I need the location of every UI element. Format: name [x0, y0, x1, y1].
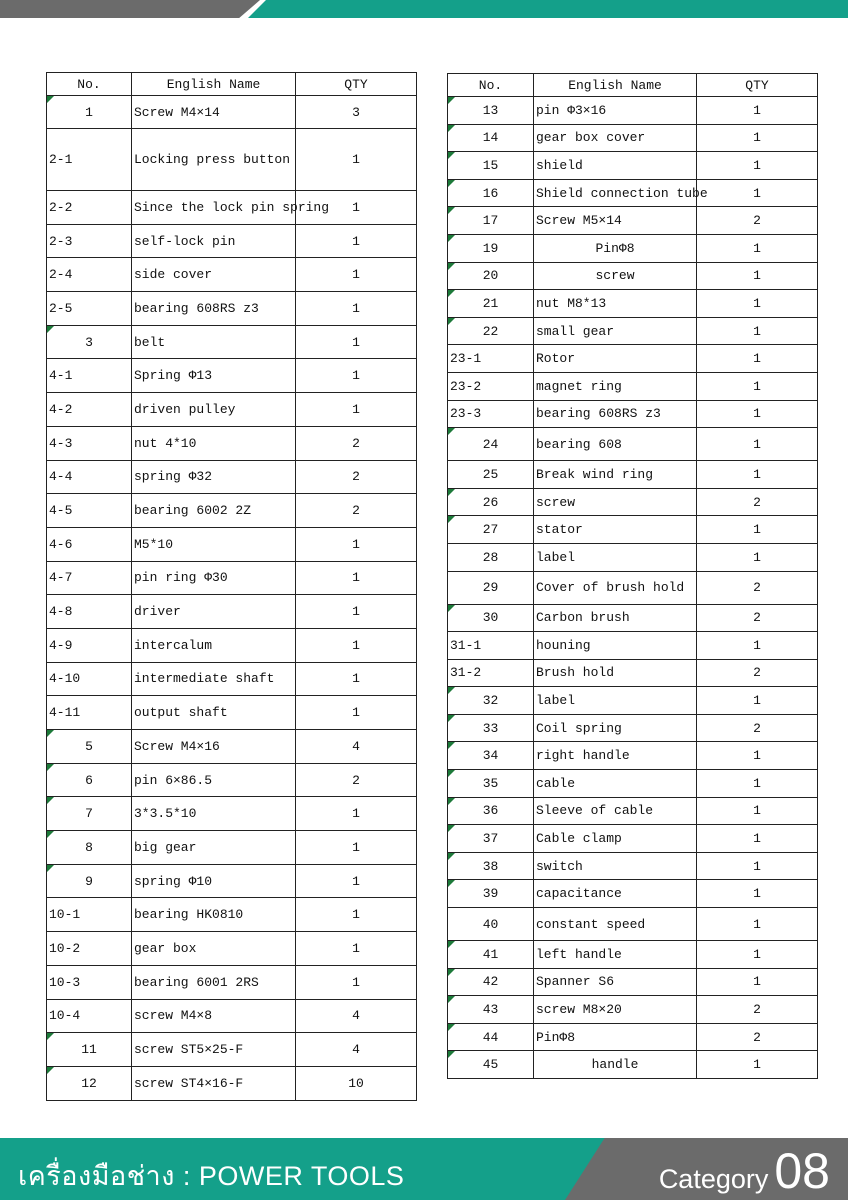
cell-qty: 2 [697, 207, 818, 235]
cell-english-name: bearing 608 [534, 428, 697, 461]
cell-no: 14 [448, 124, 534, 152]
cell-english-name: output shaft [132, 696, 296, 730]
table-row [448, 262, 818, 290]
table-row [448, 659, 818, 687]
cell-no: 29 [448, 571, 534, 604]
cell-english-name: Sleeve of cable [534, 797, 697, 825]
table-row [448, 770, 818, 798]
header-qty: QTY [697, 74, 818, 97]
cell-no: 23-2 [448, 372, 534, 400]
cell-no: 2-1 [47, 129, 132, 191]
cell-qty: 1 [296, 258, 417, 292]
cell-qty: 1 [697, 941, 818, 969]
table-row [448, 941, 818, 969]
cell-no: 2-3 [47, 224, 132, 258]
cell-no: 34 [448, 742, 534, 770]
cell-english-name: label [534, 543, 697, 571]
table-row [448, 687, 818, 715]
cell-english-name: self-lock pin [132, 224, 296, 258]
cell-qty: 1 [296, 359, 417, 393]
cell-no: 39 [448, 880, 534, 908]
cell-english-name: nut M8*13 [534, 290, 697, 318]
cell-no: 4-1 [47, 359, 132, 393]
table-row [47, 797, 417, 831]
cell-english-name: bearing 6002 2Z [132, 494, 296, 528]
cell-qty: 1 [697, 461, 818, 489]
table-row [448, 571, 818, 604]
cell-qty: 1 [296, 628, 417, 662]
cell-qty: 10 [296, 1066, 417, 1100]
cell-english-name: Coil spring [534, 714, 697, 742]
table-row [448, 207, 818, 235]
cell-english-name: Brush hold [534, 659, 697, 687]
table-row [448, 825, 818, 853]
cell-english-name: shield [534, 152, 697, 180]
cell-english-name: constant speed [534, 908, 697, 941]
cell-no: 4-9 [47, 628, 132, 662]
cell-no: 2-2 [47, 191, 132, 225]
cell-qty: 2 [697, 604, 818, 632]
cell-qty: 1 [697, 770, 818, 798]
cell-qty: 1 [697, 880, 818, 908]
cell-qty: 1 [697, 290, 818, 318]
cell-qty: 1 [296, 932, 417, 966]
table-row [448, 632, 818, 660]
cell-no: 25 [448, 461, 534, 489]
table-row [47, 561, 417, 595]
cell-english-name: handle [534, 1051, 697, 1079]
cell-english-name: Screw M5×14 [534, 207, 697, 235]
table-row [47, 1066, 417, 1100]
table-row [47, 864, 417, 898]
cell-english-name: Cable clamp [534, 825, 697, 853]
cell-english-name: Carbon brush [534, 604, 697, 632]
cell-qty: 1 [296, 696, 417, 730]
table-row [448, 543, 818, 571]
cell-no: 10-2 [47, 932, 132, 966]
cell-qty: 1 [697, 852, 818, 880]
cell-qty: 1 [296, 561, 417, 595]
cell-english-name: Screw M4×14 [132, 96, 296, 129]
cell-no: 35 [448, 770, 534, 798]
cell-english-name: Spanner S6 [534, 968, 697, 996]
cell-qty: 1 [296, 831, 417, 865]
cell-english-name: spring Φ32 [132, 460, 296, 494]
cell-qty: 2 [697, 659, 818, 687]
cell-english-name: belt [132, 325, 296, 359]
cell-no: 36 [448, 797, 534, 825]
cell-english-name: intermediate shaft [132, 662, 296, 696]
table-row [448, 290, 818, 318]
table-row [47, 662, 417, 696]
table-row [448, 604, 818, 632]
cell-qty: 1 [697, 687, 818, 715]
cell-qty: 2 [697, 571, 818, 604]
cell-english-name: Spring Φ13 [132, 359, 296, 393]
cell-no: 37 [448, 825, 534, 853]
table-row [448, 714, 818, 742]
cell-no: 43 [448, 996, 534, 1024]
cell-qty: 2 [296, 460, 417, 494]
cell-qty: 1 [296, 965, 417, 999]
cell-no: 4-5 [47, 494, 132, 528]
table-row [448, 1023, 818, 1051]
table-row [47, 628, 417, 662]
cell-qty: 1 [296, 325, 417, 359]
table-row [47, 191, 417, 225]
table-row [448, 1051, 818, 1079]
cell-no: 12 [47, 1066, 132, 1100]
table-row [448, 179, 818, 207]
cell-qty: 1 [296, 595, 417, 629]
cell-qty: 1 [697, 968, 818, 996]
cell-english-name: screw ST5×25-F [132, 1033, 296, 1067]
category-label: Category [658, 1164, 769, 1194]
table-row [448, 400, 818, 428]
cell-no: 2-4 [47, 258, 132, 292]
cell-qty: 1 [296, 898, 417, 932]
cell-no: 17 [448, 207, 534, 235]
cell-no: 28 [448, 543, 534, 571]
cell-no: 24 [448, 428, 534, 461]
cell-english-name: switch [534, 852, 697, 880]
table-row [448, 372, 818, 400]
cell-english-name: Rotor [534, 345, 697, 373]
cell-english-name: small gear [534, 317, 697, 345]
cell-qty: 1 [697, 372, 818, 400]
table-row [448, 852, 818, 880]
cell-no: 44 [448, 1023, 534, 1051]
cell-qty: 1 [296, 393, 417, 427]
cell-english-name: stator [534, 516, 697, 544]
cell-qty: 1 [296, 224, 417, 258]
cell-no: 3 [47, 325, 132, 359]
cell-english-name: screw [534, 262, 697, 290]
cell-no: 2-5 [47, 292, 132, 326]
cell-english-name: 3*3.5*10 [132, 797, 296, 831]
header-no: No. [448, 74, 534, 97]
table-row [448, 742, 818, 770]
cell-english-name: pin 6×86.5 [132, 763, 296, 797]
cell-no: 31-1 [448, 632, 534, 660]
cell-english-name: gear box cover [534, 124, 697, 152]
cell-no: 27 [448, 516, 534, 544]
cell-english-name: driver [132, 595, 296, 629]
table-row [448, 797, 818, 825]
cell-qty: 1 [697, 632, 818, 660]
cell-no: 4-4 [47, 460, 132, 494]
cell-english-name: cable [534, 770, 697, 798]
cell-qty: 2 [296, 426, 417, 460]
cell-qty: 1 [697, 152, 818, 180]
cell-english-name: Since the lock pin spring [132, 191, 296, 225]
cell-qty: 4 [296, 730, 417, 764]
table-row [47, 1033, 417, 1067]
header-qty: QTY [296, 73, 417, 96]
cell-english-name: PinΦ8 [534, 234, 697, 262]
parts-table-left [46, 72, 417, 1101]
cell-qty: 2 [697, 1023, 818, 1051]
table-row [47, 460, 417, 494]
cell-qty: 4 [296, 1033, 417, 1067]
cell-no: 9 [47, 864, 132, 898]
cell-no: 40 [448, 908, 534, 941]
cell-no: 21 [448, 290, 534, 318]
table-row [448, 880, 818, 908]
cell-english-name: right handle [534, 742, 697, 770]
cell-english-name: big gear [132, 831, 296, 865]
table-row [47, 258, 417, 292]
table-row [448, 124, 818, 152]
cell-qty: 1 [697, 345, 818, 373]
cell-no: 22 [448, 317, 534, 345]
top-accent-bar-gray [0, 0, 260, 18]
table-row [448, 908, 818, 941]
table-row [448, 234, 818, 262]
cell-qty: 1 [697, 97, 818, 125]
header-english-name: English Name [534, 74, 697, 97]
parts-table-right-body [448, 97, 818, 1079]
table-row [47, 292, 417, 326]
table-row [448, 345, 818, 373]
cell-english-name: label [534, 687, 697, 715]
cell-no: 31-2 [448, 659, 534, 687]
cell-english-name: screw M8×20 [534, 996, 697, 1024]
cell-english-name: magnet ring [534, 372, 697, 400]
table-row [47, 898, 417, 932]
cell-no: 15 [448, 152, 534, 180]
table-row [47, 999, 417, 1033]
cell-qty: 2 [296, 494, 417, 528]
table-row [47, 129, 417, 191]
table-row [47, 325, 417, 359]
cell-english-name: left handle [534, 941, 697, 969]
cell-english-name: spring Φ10 [132, 864, 296, 898]
table-row [448, 488, 818, 516]
cell-qty: 1 [296, 662, 417, 696]
cell-qty: 1 [697, 1051, 818, 1079]
cell-qty: 1 [296, 191, 417, 225]
table-row [448, 317, 818, 345]
cell-no: 7 [47, 797, 132, 831]
cell-english-name: screw ST4×16-F [132, 1066, 296, 1100]
table-row [448, 97, 818, 125]
header-english-name: English Name [132, 73, 296, 96]
table-row [448, 152, 818, 180]
cell-qty: 1 [296, 864, 417, 898]
table-row [47, 224, 417, 258]
table-row [448, 968, 818, 996]
cell-qty: 1 [697, 124, 818, 152]
cell-english-name: intercalum [132, 628, 296, 662]
cell-english-name: capacitance [534, 880, 697, 908]
cell-no: 10-3 [47, 965, 132, 999]
cell-no: 4-6 [47, 527, 132, 561]
table-row [47, 831, 417, 865]
cell-qty: 1 [697, 179, 818, 207]
table-row [448, 996, 818, 1024]
table-header-row [448, 74, 818, 97]
cell-no: 4-10 [47, 662, 132, 696]
cell-no: 32 [448, 687, 534, 715]
cell-no: 23-1 [448, 345, 534, 373]
cell-qty: 1 [697, 516, 818, 544]
cell-qty: 1 [296, 292, 417, 326]
cell-qty: 2 [296, 763, 417, 797]
cell-no: 6 [47, 763, 132, 797]
cell-no: 42 [448, 968, 534, 996]
table-row [47, 965, 417, 999]
cell-english-name: M5*10 [132, 527, 296, 561]
cell-no: 30 [448, 604, 534, 632]
cell-no: 13 [448, 97, 534, 125]
cell-english-name: pin ring Φ30 [132, 561, 296, 595]
cell-no: 26 [448, 488, 534, 516]
cell-qty: 1 [697, 262, 818, 290]
cell-no: 1 [47, 96, 132, 129]
cell-no: 19 [448, 234, 534, 262]
cell-english-name: Locking press button [132, 129, 296, 191]
cell-qty: 1 [697, 543, 818, 571]
table-row [448, 428, 818, 461]
cell-english-name: bearing 608RS z3 [534, 400, 697, 428]
cell-qty: 1 [697, 428, 818, 461]
cell-qty: 1 [296, 797, 417, 831]
cell-english-name: Break wind ring [534, 461, 697, 489]
cell-no: 4-2 [47, 393, 132, 427]
top-accent-bar-teal [248, 0, 848, 18]
table-header-row [47, 73, 417, 96]
cell-qty: 1 [697, 317, 818, 345]
cell-no: 33 [448, 714, 534, 742]
cell-qty: 3 [296, 96, 417, 129]
table-row [47, 426, 417, 460]
cell-english-name: screw M4×8 [132, 999, 296, 1033]
table-row [448, 516, 818, 544]
cell-no: 23-3 [448, 400, 534, 428]
cell-no: 4-3 [47, 426, 132, 460]
cell-no: 11 [47, 1033, 132, 1067]
cell-english-name: Cover of brush hold [534, 571, 697, 604]
header-no: No. [47, 73, 132, 96]
cell-no: 8 [47, 831, 132, 865]
cell-english-name: pin Φ3×16 [534, 97, 697, 125]
cell-no: 38 [448, 852, 534, 880]
cell-english-name: driven pulley [132, 393, 296, 427]
cell-english-name: gear box [132, 932, 296, 966]
cell-no: 5 [47, 730, 132, 764]
cell-no: 45 [448, 1051, 534, 1079]
category-number: 08 [774, 1143, 830, 1199]
table-row [47, 763, 417, 797]
table-row [47, 494, 417, 528]
cell-no: 20 [448, 262, 534, 290]
cell-qty: 4 [296, 999, 417, 1033]
table-row [47, 96, 417, 129]
cell-no: 16 [448, 179, 534, 207]
cell-english-name: PinΦ8 [534, 1023, 697, 1051]
table-row [448, 461, 818, 489]
parts-table-left-body [47, 96, 417, 1101]
cell-no: 41 [448, 941, 534, 969]
cell-qty: 2 [697, 488, 818, 516]
cell-qty: 1 [697, 797, 818, 825]
cell-no: 10-1 [47, 898, 132, 932]
cell-qty: 1 [697, 234, 818, 262]
cell-english-name: bearing 6001 2RS [132, 965, 296, 999]
cell-qty: 1 [697, 742, 818, 770]
table-row [47, 595, 417, 629]
cell-qty: 1 [697, 400, 818, 428]
table-row [47, 730, 417, 764]
cell-no: 4-8 [47, 595, 132, 629]
table-row [47, 359, 417, 393]
cell-no: 4-7 [47, 561, 132, 595]
table-row [47, 932, 417, 966]
table-row [47, 393, 417, 427]
parts-table-right [447, 73, 818, 1079]
footer-title: เครื่องมือช่าง : POWER TOOLS [18, 1161, 405, 1191]
cell-qty: 2 [697, 996, 818, 1024]
cell-qty: 1 [697, 908, 818, 941]
cell-english-name: Shield connection tube [534, 179, 697, 207]
cell-qty: 2 [697, 714, 818, 742]
cell-english-name: nut 4*10 [132, 426, 296, 460]
cell-english-name: side cover [132, 258, 296, 292]
cell-english-name: Screw M4×16 [132, 730, 296, 764]
cell-no: 10-4 [47, 999, 132, 1033]
cell-qty: 1 [296, 527, 417, 561]
cell-qty: 1 [697, 825, 818, 853]
footer-category [659, 1142, 830, 1200]
cell-english-name: screw [534, 488, 697, 516]
cell-qty: 1 [296, 129, 417, 191]
table-row [47, 527, 417, 561]
cell-english-name: houning [534, 632, 697, 660]
table-row [47, 696, 417, 730]
cell-english-name: bearing 608RS z3 [132, 292, 296, 326]
cell-english-name: bearing HK0810 [132, 898, 296, 932]
cell-no: 4-11 [47, 696, 132, 730]
